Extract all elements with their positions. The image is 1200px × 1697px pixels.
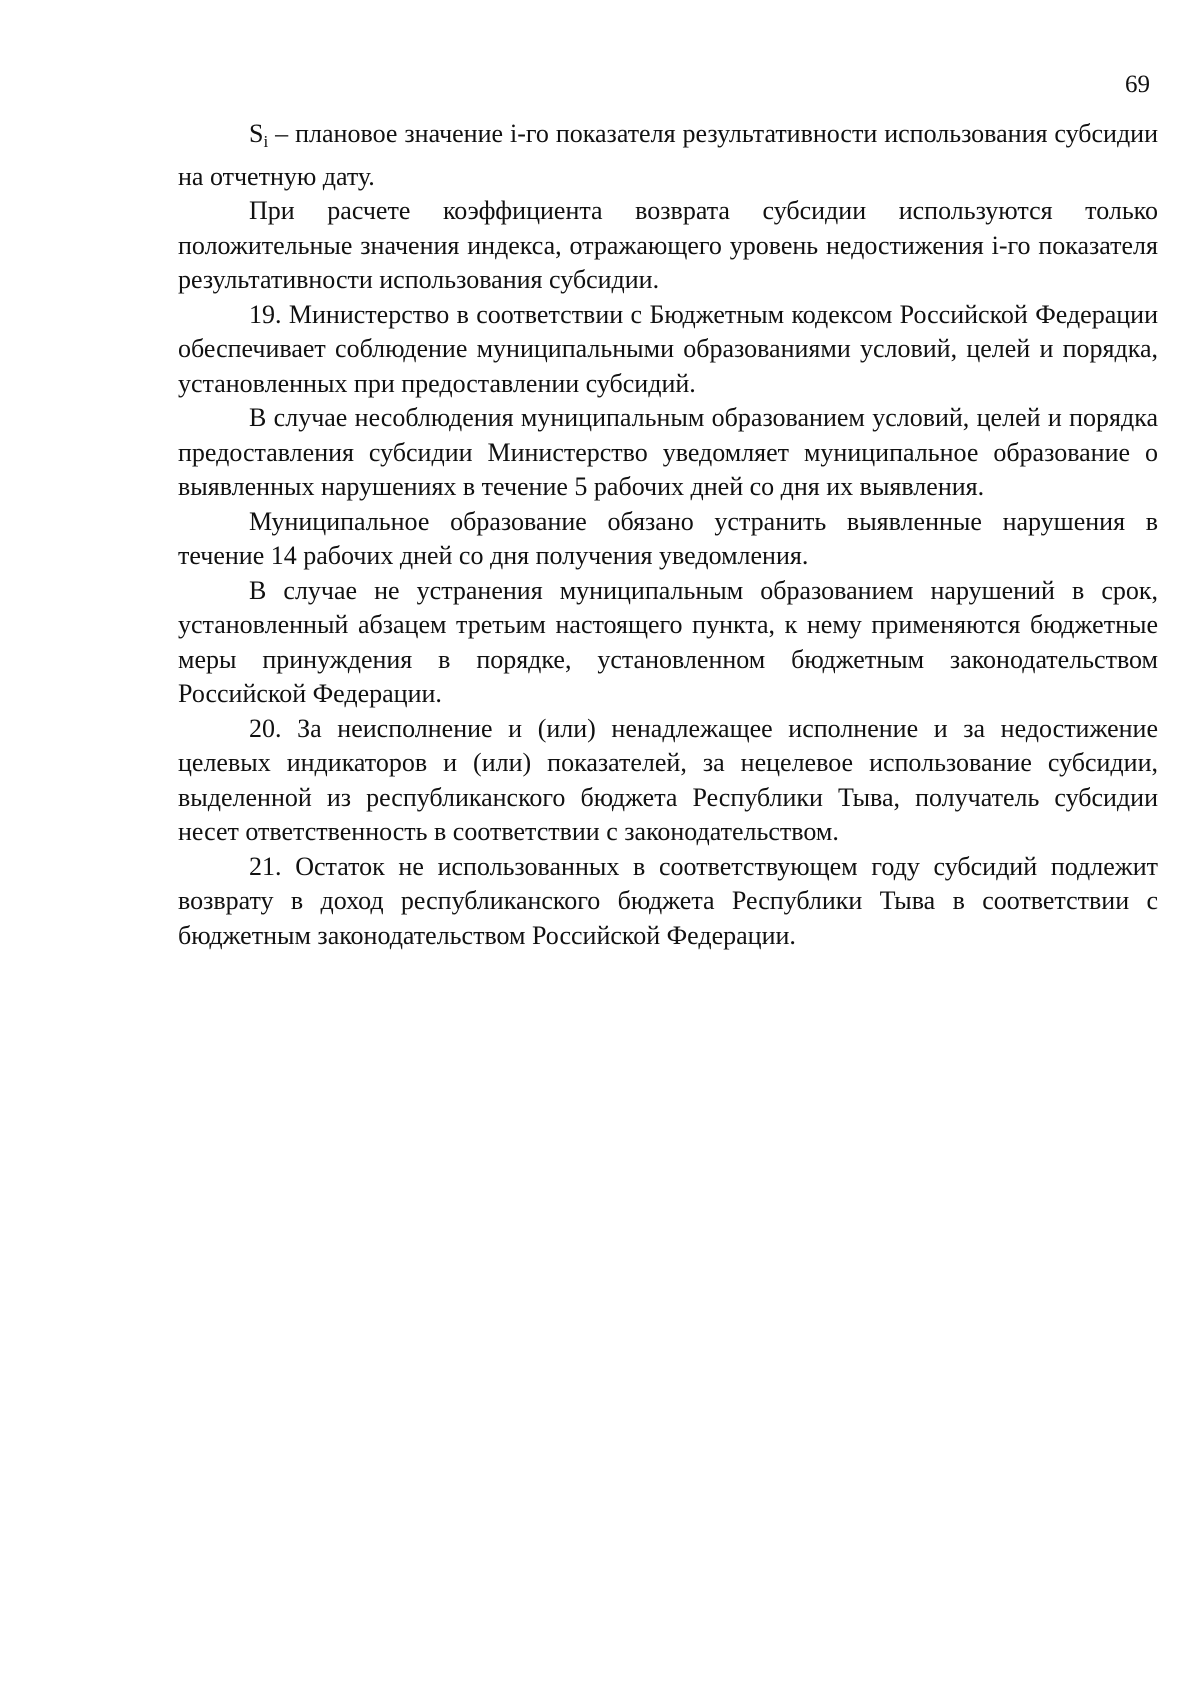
paragraph-text: – плановое значение i-го показателя результативности использования субсидии на отчетную дату. — [178, 119, 1158, 191]
symbol-subscript: i — [263, 132, 269, 151]
page-number: 69 — [1125, 71, 1150, 98]
paragraph-si-definition — [178, 117, 1158, 194]
paragraph-remedy-deadline: Муниципальное образование обязано устранить выявленные нарушения в течение 14 рабочих дней со дня получения уведомления. — [178, 506, 1158, 570]
symbol-s: S — [249, 119, 264, 148]
document-body — [178, 117, 1158, 953]
paragraph-item-21: 21. Остаток не использованных в соответствующем году субсидий подлежит возврату в доход республиканского бюджета Республики Тыва в соответствии с бюджетным законодательством Российской Федерации. — [178, 851, 1158, 950]
paragraph-enforcement: В случае не устранения муниципальным образованием нарушений в срок, установленный абзацем третьим настоящего пункта, к нему применяются бюджетные меры принуждения в порядке, установленном бюджетным законодательством Российской Федерации. — [178, 575, 1158, 708]
paragraph-item-20: 20. За неисполнение и (или) ненадлежащее исполнение и за недостижение целевых индикаторов и (или) показателей, за нецелевое использование субсидии, выделенной из республиканского бюджета Республики Тыва, получатель субсидии несет ответственность в соответствии с законодательством. — [178, 713, 1158, 846]
paragraph-item-19: 19. Министерство в соответствии с Бюджетным кодексом Российской Федерации обеспечивает соблюдение муниципальными образованиями условий, целей и порядка, установленных при предоставлении субсидий. — [178, 299, 1158, 398]
paragraph-noncompliance: В случае несоблюдения муниципальным образованием условий, целей и порядка предоставления субсидии Министерство уведомляет муниципальное образование о выявленных нарушениях в течение 5 рабочих дней со дня их выявления. — [178, 403, 1158, 501]
paragraph-coefficient: При расчете коэффициента возврата субсидии используются только положительные значения индекса, отражающего уровень недостижения i-го показателя результативности использования субсидии. — [178, 196, 1158, 294]
